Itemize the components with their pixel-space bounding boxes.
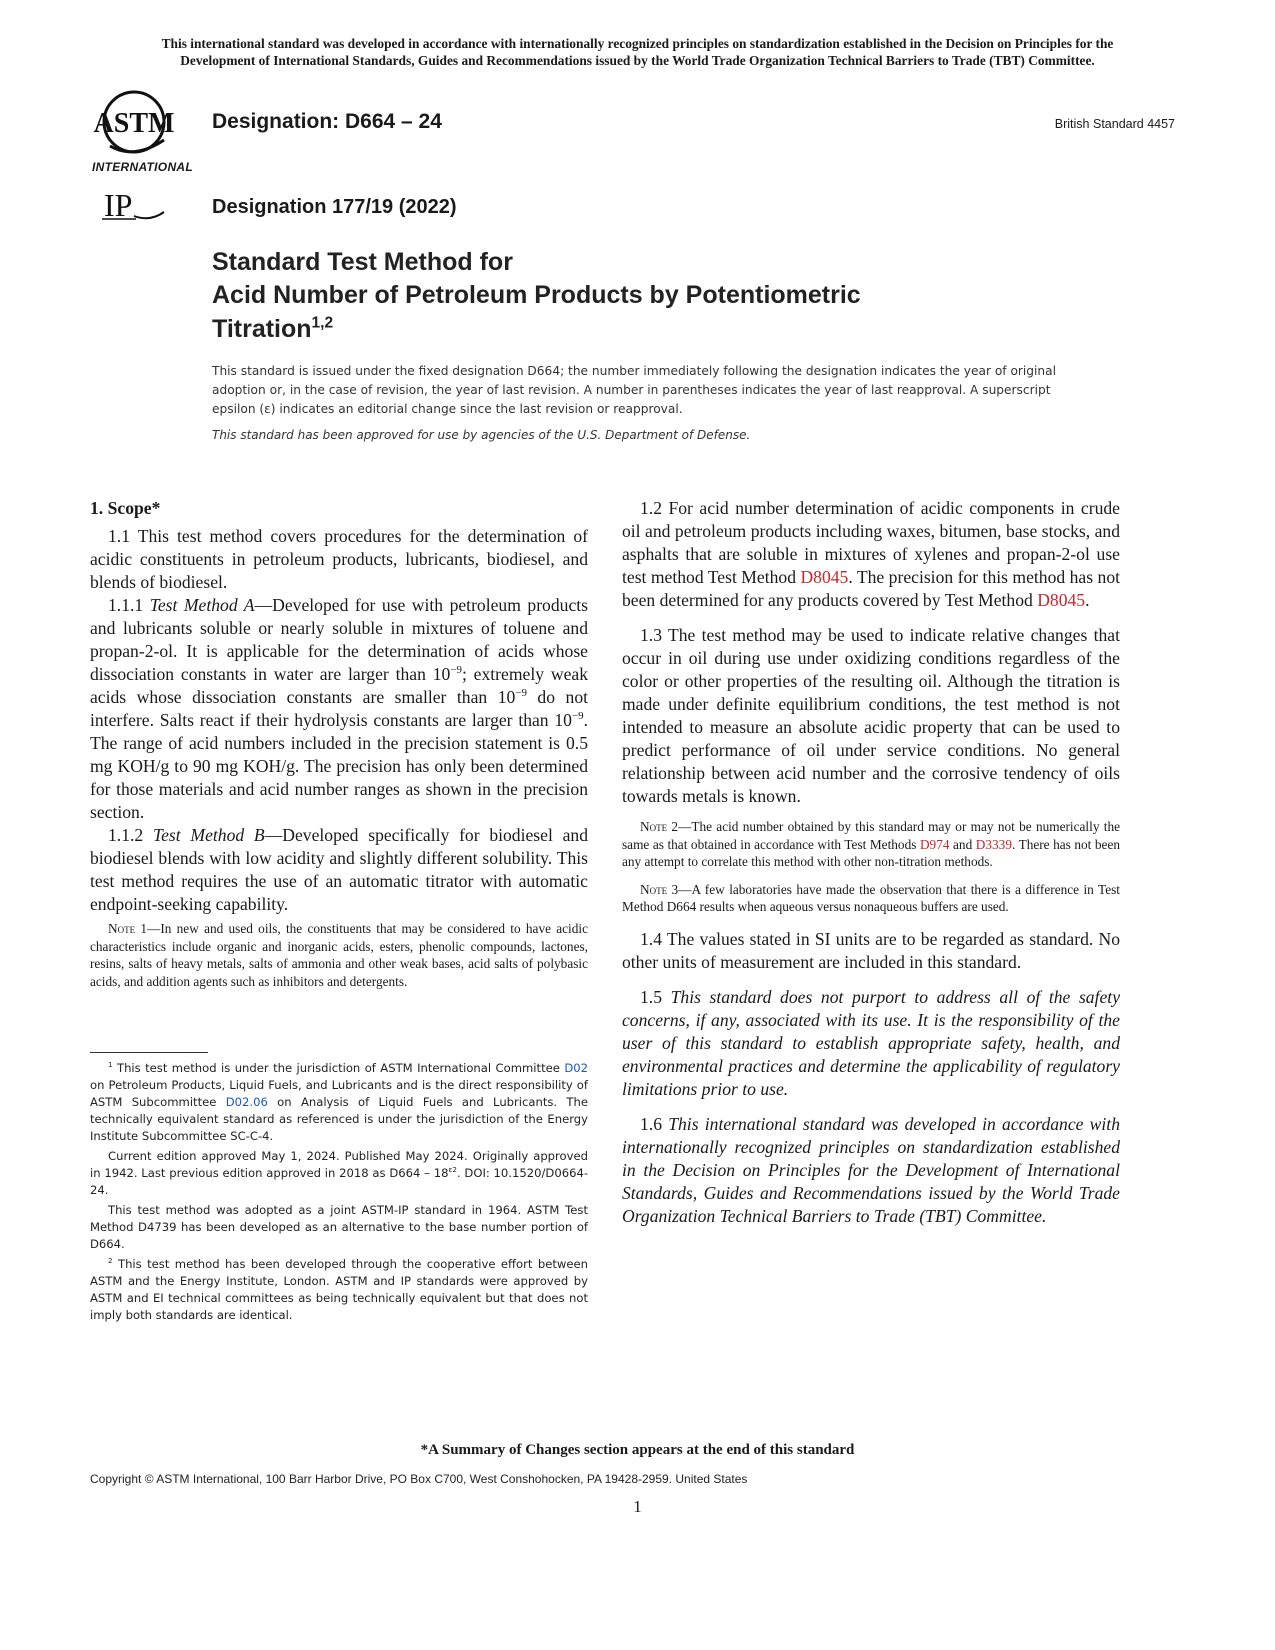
scope-heading: 1. Scope* xyxy=(90,498,161,518)
exponent-1: −9 xyxy=(450,664,462,677)
astm-logo-subtext: INTERNATIONAL xyxy=(92,160,194,174)
footnotes xyxy=(90,1060,588,1327)
footnote-1-text-a: This test method is under the jurisdiction of ASTM International Committee xyxy=(112,1061,565,1075)
designation: Designation: D664 – 24 xyxy=(212,110,442,133)
edition-info xyxy=(90,1148,588,1199)
d8045-link-1[interactable]: D8045 xyxy=(800,567,849,587)
note-3-text: —A few laboratories have made the observation that there is a difference in Test Method D664 results when aqueous versus nonaqueous buffers are used. xyxy=(622,881,1121,915)
section-1-1-1-text-a: —Developed for use with petroleum products and lubricants soluble or nearly soluble in mixtures of toluene and propan-2-ol. It is applicable for the determination of acids whose dissociation constants in water are larger than 10 xyxy=(90,595,588,684)
section-1-2-text-b: . The precision for this method has not been determined for any products covered by Test Method xyxy=(622,567,1121,610)
section-1-1-1-text-c: do not interfere. Salts react if their hydrolysis constants are larger than 10 xyxy=(90,687,589,730)
note-3-label: Note 3 xyxy=(640,881,679,897)
section-1-5 xyxy=(622,986,1120,1101)
d974-link[interactable]: D974 xyxy=(919,836,950,852)
section-1-1-1 xyxy=(90,594,588,824)
footnote-1-text-c: on Analysis of Liquid Fuels and Lubricants. The technically equivalent standard as referenced is under the jurisdiction of the Energy Institute Subcommittee SC-C-4. xyxy=(90,1095,588,1143)
note-2-text-b: . There has not been any attempt to correlate this method with other non-titration methods. xyxy=(622,836,1120,870)
british-standard: British Standard 4457 xyxy=(1054,117,1175,131)
issuance-statement: This standard is issued under the fixed designation D664; the number immediately following the designation indicates the year of original adoption or, in the case of revision, the year of last revision. A number in parentheses indicates the year of last reapproval. A superscript epsilon (ε) indicates an editorial change since the last revision or reapproval. xyxy=(212,364,1057,416)
section-1-6-text: This international standard was developed in accordance with internationally recognized principles on standardization established in the Decision on Principles for the Development of International Standards, Guides and Recommendations issued by the World Trade Organization Technical Barriers to Trade (TBT) Committee. xyxy=(622,1113,1120,1226)
astm-logo-text: ASTM xyxy=(93,108,175,139)
section-1-1-2-label: Test Method B xyxy=(152,825,265,845)
copyright: Copyright © ASTM International, 100 Barr Harbor Drive, PO Box C700, West Conshohocken, PA 19428-2959. United States xyxy=(90,1472,748,1486)
note-2-and: and xyxy=(949,836,976,852)
title-footnote-ref[interactable]: 1,2 xyxy=(311,314,334,332)
section-1-1-2 xyxy=(90,824,588,916)
exponent-2: −9 xyxy=(515,687,527,700)
committee-d02-link[interactable]: D02 xyxy=(564,1061,588,1075)
section-1-2 xyxy=(622,497,1120,612)
adoption-info: This test method was adopted as a joint ASTM-IP standard in 1964. ASTM Test Method D4739 has been developed as an alternative to the base number portion of D664. xyxy=(90,1203,588,1251)
footnote-1-text-b: on Petroleum Products, Liquid Fuels, and Lubricants and is the direct responsibility of ASTM Subcommittee xyxy=(90,1078,588,1109)
section-1-1-1-label: Test Method A xyxy=(149,595,255,615)
section-1-3: 1.3 The test method may be used to indicate relative changes that occur in oil during use under oxidizing conditions regardless of the color or other properties of the resulting oil. Although the titration is made under definite equilibrium conditions, the test method is not intended to measure an absolute acidic property that can be used to predict performance of oil under service conditions. No general relationship between acid number and the corrosive tendency of oils towards metals is known. xyxy=(622,625,1120,806)
section-1-6 xyxy=(622,1113,1120,1228)
subcommittee-d02-06-link[interactable]: D02.06 xyxy=(225,1095,268,1109)
left-column xyxy=(90,497,588,990)
footnote-2-number: 2 xyxy=(108,1256,113,1266)
top-notice xyxy=(90,35,1185,69)
ip-logo xyxy=(100,186,170,226)
top-notice-line2: Development of International Standards, Guides and Recommendations issued by the World Trade Organization Technical Barriers to Trade (TBT) Committee. xyxy=(180,53,1095,68)
footnote-2 xyxy=(90,1256,588,1324)
section-1-6-number: 1.6 xyxy=(640,1113,669,1134)
title-line3 xyxy=(212,312,861,346)
title-line3-text: Titration xyxy=(212,315,312,343)
section-1-4: 1.4 The values stated in SI units are to be regarded as standard. No other units of measurement are included in this standard. xyxy=(622,928,1120,972)
note-2-label: Note 2 xyxy=(640,819,679,834)
section-1-2-text-c: . xyxy=(1085,590,1090,610)
section-1-1-2-text: —Developed specifically for biodiesel and biodiesel blends with low acidity and slightly different solubility. This test method requires the use of an automatic titrator with automatic endpoint-seeking capability. xyxy=(90,825,589,914)
title-line1: Standard Test Method for xyxy=(212,248,513,276)
section-1-1-1-text-b: ; extremely weak acids whose dissociation constants are smaller than 10 xyxy=(90,664,588,707)
edition-epsilon: ε2 xyxy=(448,1165,457,1175)
page-number: 1 xyxy=(633,1497,642,1516)
top-notice-line1: This international standard was developed in accordance with internationally recognized principles on standardization established in the Decision on Principles for the xyxy=(161,36,1114,51)
section-1-1-1-number: 1.1.1 xyxy=(108,595,144,615)
ip-designation: Designation 177/19 (2022) xyxy=(212,196,457,218)
edition-info-text-a: Current edition approved May 1, 2024. Published May 2024. Originally approved in 1942. Last previous edition approved in 2018 as D664 – 18 xyxy=(90,1149,588,1180)
note-3 xyxy=(622,881,1120,916)
d3339-link[interactable]: D3339 xyxy=(975,836,1012,852)
section-1-5-text: This standard does not purport to address all of the safety concerns, if any, associated with its use. It is the responsibility of the user of this standard to establish appropriate safety, health, and environmental practices and determine the applicability of regulatory limitations prior to use. xyxy=(622,986,1121,1099)
footnote-2-text: This test method has been developed through the cooperative effort between ASTM and the Energy Institute, London. ASTM and IP standards were approved by ASTM and EI technical committees as being technically equivalent but that does not imply both standards are identical. xyxy=(90,1257,588,1322)
footnote-1 xyxy=(90,1060,588,1145)
note-2-text-a: —The acid number obtained by this standard may or may not be numerically the same as that obtained in accordance with Test Methods xyxy=(622,819,1120,852)
section-1-5-number: 1.5 xyxy=(640,986,671,1007)
note-1-label: Note 1 xyxy=(108,921,148,936)
right-column xyxy=(622,497,1120,1228)
d8045-link-2[interactable]: D8045 xyxy=(1037,590,1086,610)
note-1-text: —In new and used oils, the constituents that may be considered to have acidic characteristics include organic and inorganic acids, esters, phenolic compounds, lactones, resins, salts of heavy metals, salts of ammonia and other weak bases, acid salts of polybasic acids, and addition agents such as inhibitors and detergents. xyxy=(90,921,588,989)
note-1 xyxy=(90,920,588,990)
footnote-1-number: 1 xyxy=(108,1060,113,1070)
section-1-1: 1.1 This test method covers procedures for the determination of acidic constituents in petroleum products, lubricants, biodiesel, and blends of biodiesel. xyxy=(90,526,588,592)
dod-approval: This standard has been approved for use by agencies of the U.S. Department of Defense. xyxy=(212,428,751,442)
section-1-1-2-number: 1.1.2 xyxy=(108,825,144,845)
section-1-2-text-a: 1.2 For acid number determination of acidic components in crude oil and petroleum products including waxes, bitumen, base stocks, and asphalts that are soluble in mixtures of xylenes and propan-2-ol use test method Test Method xyxy=(622,498,1120,587)
edition-info-text-b: . DOI: 10.1520/D0664-24. xyxy=(90,1166,589,1197)
ip-logo-text: IP xyxy=(104,187,133,223)
footnote-divider xyxy=(90,1052,208,1053)
title-line2: Acid Number of Petroleum Products by Potentiometric xyxy=(212,281,861,309)
section-1-1-1-text-d: . The range of acid numbers included in the precision statement is 0.5 mg KOH/g to 90 mg KOH/g. The precision has only been determined for those materials and acid number ranges as shown in the precision section. xyxy=(90,710,588,822)
summary-of-changes-note: *A Summary of Changes section appears at the end of this standard xyxy=(420,1442,855,1458)
exponent-3: −9 xyxy=(571,710,584,723)
note-2 xyxy=(622,818,1120,871)
document-title xyxy=(212,246,861,346)
